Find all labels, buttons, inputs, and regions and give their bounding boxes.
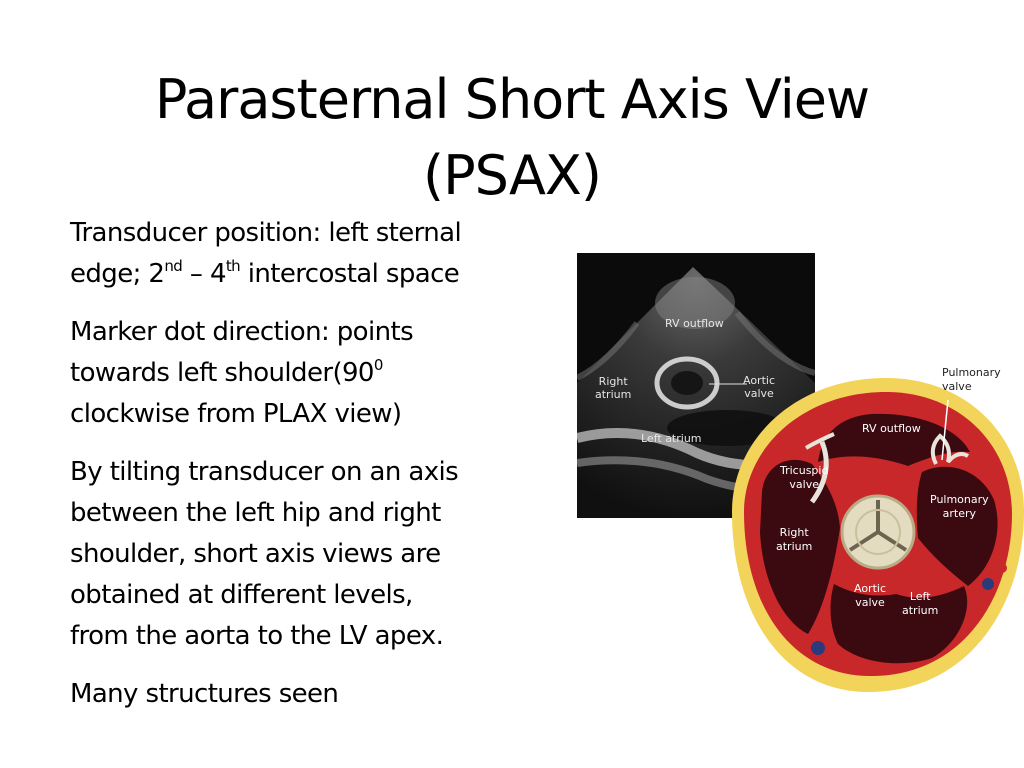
diagram-label-tricuspid-valve bbox=[780, 464, 828, 492]
echo-label-left-atrium: Left atrium bbox=[641, 432, 702, 445]
superscript: 0 bbox=[373, 356, 383, 374]
diagram-label-aortic-valve bbox=[854, 582, 886, 610]
text-run: intercostal space bbox=[240, 259, 460, 289]
text-line: between the left hip and right bbox=[70, 498, 441, 528]
text-run: – 4 bbox=[182, 259, 226, 289]
paragraph-tilting bbox=[70, 452, 570, 657]
slide-title bbox=[0, 62, 1024, 214]
text-run: clockwise from PLAX view) bbox=[70, 399, 402, 429]
label-line: Aortic bbox=[743, 374, 776, 387]
text-run: towards left shoulder(90 bbox=[70, 358, 374, 388]
label-line: Pulmonary bbox=[942, 366, 1001, 379]
text-run: edge; 2 bbox=[70, 259, 165, 289]
label-line: valve bbox=[855, 596, 885, 609]
text-line bbox=[70, 254, 570, 295]
echo-label-rv-outflow: RV outflow bbox=[665, 317, 724, 330]
label-line: atrium bbox=[776, 540, 813, 553]
echo-label-right-atrium bbox=[595, 375, 631, 401]
paragraph-marker-dot bbox=[70, 312, 570, 435]
label-line: Tricuspid bbox=[780, 464, 829, 477]
text-line bbox=[70, 353, 570, 394]
slide-title-line-2: (PSAX) bbox=[423, 144, 601, 207]
text-line: from the aorta to the LV apex. bbox=[70, 621, 444, 651]
text-line: Many structures seen bbox=[70, 679, 339, 709]
label-line: Left bbox=[909, 590, 931, 603]
label-line: Pulmonary bbox=[930, 493, 989, 506]
paragraph-structures bbox=[70, 674, 570, 715]
text-line: obtained at different levels, bbox=[70, 580, 413, 610]
text-line bbox=[70, 213, 570, 254]
label-line: atrium bbox=[902, 604, 939, 617]
slide-title-line-1: Parasternal Short Axis View bbox=[154, 68, 870, 131]
superscript: nd bbox=[164, 257, 183, 275]
label-line: Aortic bbox=[854, 582, 887, 595]
superscript: th bbox=[225, 257, 241, 275]
diagram-label-left-atrium bbox=[902, 590, 938, 618]
text-line bbox=[70, 394, 570, 435]
body-text bbox=[70, 213, 570, 732]
text-line bbox=[70, 312, 570, 353]
diagram-label-pulmonary-valve bbox=[942, 366, 1001, 394]
heart-cross-section-graphic bbox=[722, 372, 1024, 694]
diagram-label-rv-outflow: RV outflow bbox=[862, 422, 921, 435]
text-run: Marker dot direction: points bbox=[70, 317, 414, 347]
label-line: artery bbox=[942, 507, 977, 520]
heart-cross-section-diagram bbox=[722, 366, 1024, 694]
diagram-label-pulmonary-artery bbox=[930, 493, 989, 521]
text-run: Transducer position: left sternal bbox=[70, 218, 462, 248]
text-line: By tilting transducer on an axis bbox=[70, 457, 459, 487]
label-line: valve bbox=[942, 380, 972, 393]
label-line: Right bbox=[779, 526, 809, 539]
text-line: shoulder, short axis views are bbox=[70, 539, 441, 569]
paragraph-transducer-position bbox=[70, 213, 570, 295]
label-line: valve bbox=[744, 387, 774, 400]
label-line: valve bbox=[789, 478, 820, 491]
label-line: Right bbox=[598, 375, 628, 388]
label-line: atrium bbox=[595, 388, 632, 401]
diagram-label-right-atrium bbox=[776, 526, 812, 554]
